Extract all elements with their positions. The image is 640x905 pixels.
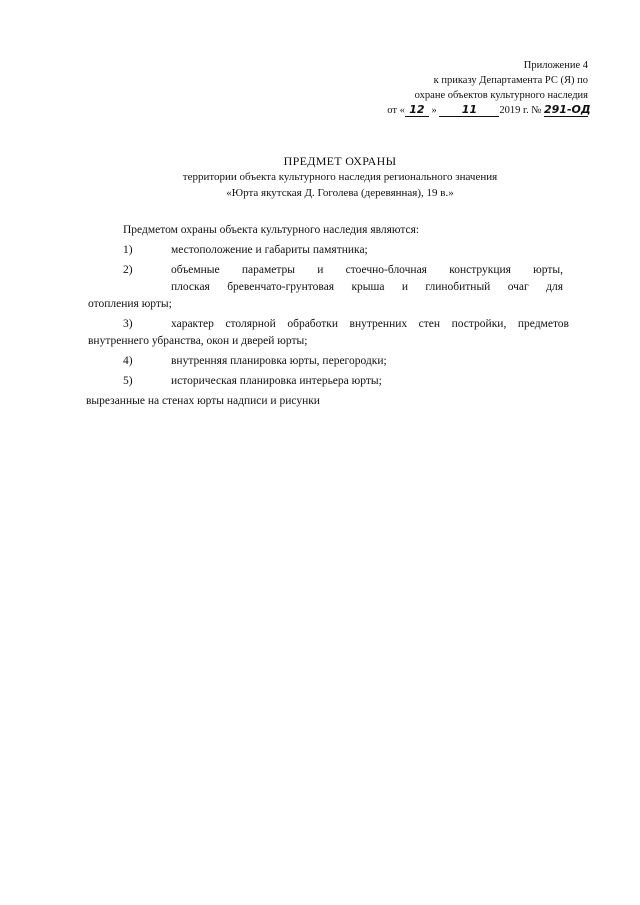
list-item-5	[88, 373, 563, 390]
list-text-continuation: отопления юрты;	[88, 298, 172, 310]
intro-paragraph: Предметом охраны объекта культурного наследия являются:	[123, 224, 420, 236]
order-year: 2019 г. №	[499, 105, 542, 116]
month-separator: »	[431, 105, 437, 116]
appendix-line-2: к приказу Департамента РС (Я) по	[433, 75, 588, 86]
list-text: историческая планировка интерьера юрты;	[171, 375, 382, 387]
list-item-2	[88, 262, 563, 296]
closing-line: вырезанные на стенах юрты надписи и рисунки	[86, 395, 320, 407]
handwritten-day: 12	[405, 103, 429, 117]
list-number: 3)	[123, 318, 133, 330]
subtitle-line-1: территории объекта культурного наследия регионального значения	[182, 171, 498, 183]
order-date-line	[387, 103, 591, 118]
list-text: характер столярной обработки внутренних стен постройки, предметов	[171, 318, 569, 330]
list-number: 4)	[123, 355, 133, 367]
handwritten-order-number: 291-ОД	[544, 103, 591, 116]
list-text-continuation: плоская бревенчато-грунтовая крыша и глинобитный очаг для	[171, 281, 563, 293]
page-title: ПРЕДМЕТ ОХРАНЫ	[283, 154, 397, 168]
list-text: объемные параметры и стоечно-блочная конструкция юрты,	[171, 264, 563, 276]
list-number: 2)	[123, 264, 133, 276]
date-prefix: от «	[387, 105, 405, 116]
list-number: 5)	[123, 375, 133, 387]
list-item-1	[88, 242, 563, 259]
subtitle-line-2: «Юрта якутская Д. Гоголева (деревянная), 19 в.»	[226, 187, 454, 199]
appendix-header	[387, 58, 591, 118]
appendix-line-1: Приложение 4	[523, 60, 588, 71]
list-text: местоположение и габариты памятника;	[171, 244, 368, 256]
list-item-4	[88, 353, 563, 370]
list-text: внутренняя планировка юрты, перегородки;	[171, 355, 387, 367]
document-body	[86, 222, 569, 410]
list-number: 1)	[123, 244, 133, 256]
appendix-line-3: охране объектов культурного наследия	[414, 90, 588, 101]
list-text-continuation: внутреннего убранства, окон и дверей юрты;	[88, 335, 308, 347]
list-item-3	[88, 316, 569, 333]
handwritten-month: 11	[439, 103, 499, 117]
document-heading	[90, 153, 590, 201]
